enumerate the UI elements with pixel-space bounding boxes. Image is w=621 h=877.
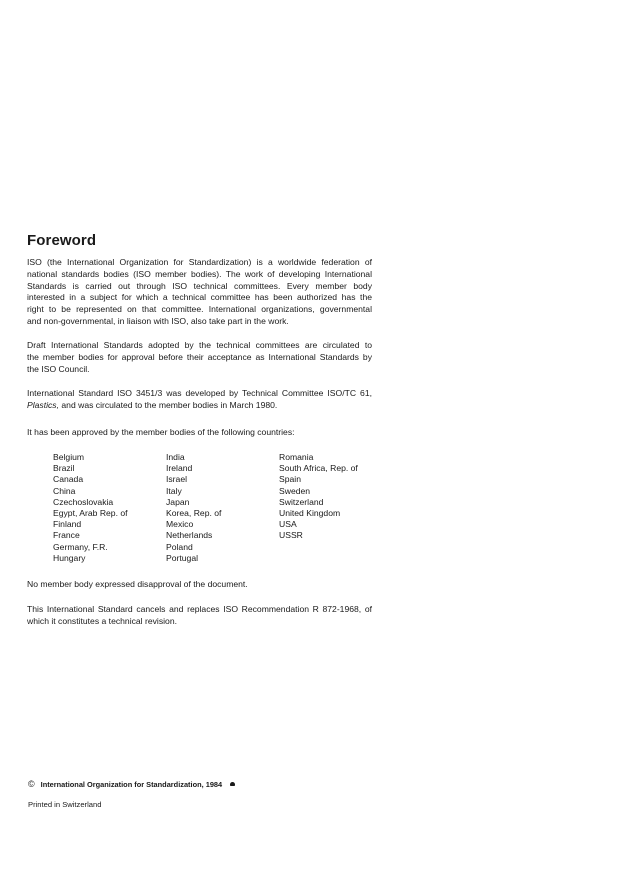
paragraph-line: International Standard ISO 3451/3 was developed by Technical Committee ISO/TC 61,: [27, 388, 372, 398]
country-item: Switzerland: [279, 496, 324, 507]
country-item: USSR: [279, 530, 303, 541]
country-item: Japan: [166, 496, 190, 507]
countries-column-2: [166, 452, 221, 564]
country-item: Germany, F.R.: [53, 541, 108, 552]
country-item: Spain: [279, 474, 301, 485]
country-item: Hungary: [53, 552, 86, 563]
country-item: France: [53, 530, 80, 541]
paragraph-line: Standards is carried out through ISO technical committees. Every member body: [27, 280, 372, 291]
paragraph-line: the ISO Council.: [27, 363, 90, 374]
country-item: Belgium: [53, 452, 85, 462]
copyright-notice: [28, 779, 235, 789]
paragraph-line: [27, 400, 372, 412]
paragraph-line: Draft International Standards adopted by the technical committees are circulated to: [27, 340, 372, 350]
country-item: Korea, Rep. of: [166, 508, 222, 519]
country-item: Egypt, Arab Rep. of: [53, 508, 128, 519]
country-item: Mexico: [166, 519, 194, 530]
printed-in-note: Printed in Switzerland: [28, 800, 102, 809]
country-item: Italy: [166, 485, 182, 496]
paragraph-line: right to be represented on that committee. International organizations, governmental: [27, 304, 372, 315]
paragraph-line: This International Standard cancels and replaces ISO Recommendation R 872-1968, of: [27, 604, 372, 614]
paragraph-draft-standards: [27, 340, 372, 375]
paragraph-line: national standards bodies (ISO member bodies). The work of developing International: [27, 268, 372, 279]
country-item: United Kingdom: [279, 508, 341, 519]
copyright-icon: ©: [28, 779, 35, 789]
country-item: Canada: [53, 474, 84, 485]
country-item: USA: [279, 519, 297, 530]
paragraph-replacement: [27, 604, 372, 628]
country-item: Israel: [166, 474, 188, 485]
paragraph-iso-intro: [27, 257, 372, 328]
copyright-text: International Organization for Standardization, 1984: [40, 780, 223, 789]
paragraph-line: It has been approved by the member bodies of the following countries:: [27, 427, 295, 437]
country-item: Portugal: [166, 552, 199, 563]
paragraph-line: which it constitutes a technical revision.: [27, 615, 177, 626]
country-item: China: [53, 485, 76, 496]
page-title: Foreword: [27, 232, 97, 249]
paragraph-approval: [27, 427, 372, 439]
country-item: Poland: [166, 541, 193, 552]
country-item: Finland: [53, 519, 82, 530]
countries-column-1: [53, 452, 128, 564]
country-item: Czechoslovakia: [53, 496, 114, 507]
bullet-icon: [230, 782, 235, 786]
countries-column-3: [279, 452, 358, 542]
paragraph-line: No member body expressed disapproval of the document.: [27, 579, 248, 589]
paragraph-no-disapproval: [27, 579, 372, 591]
paragraph-line: the member bodies for approval before their acceptance as International Standards by: [27, 351, 372, 362]
paragraph-line-rest: and was circulated to the member bodies in March 1980.: [59, 399, 278, 410]
country-item: Ireland: [166, 463, 193, 474]
country-item: India: [166, 452, 185, 462]
country-item: South Africa, Rep. of: [279, 463, 358, 474]
paragraph-line: and non-governmental, in liaison with ISO, also take part in the work.: [27, 315, 289, 326]
paragraph-line: ISO (the International Organization for Standardization) is a worldwide federation of: [27, 257, 372, 267]
country-item: Romania: [279, 452, 314, 462]
country-item: Sweden: [279, 485, 311, 496]
paragraph-development: [27, 388, 372, 412]
committee-name: Plastics,: [27, 399, 59, 410]
paragraph-line: interested in a subject for which a technical committee has been authorized has the: [27, 292, 372, 303]
country-item: Netherlands: [166, 530, 213, 541]
country-item: Brazil: [53, 463, 75, 474]
